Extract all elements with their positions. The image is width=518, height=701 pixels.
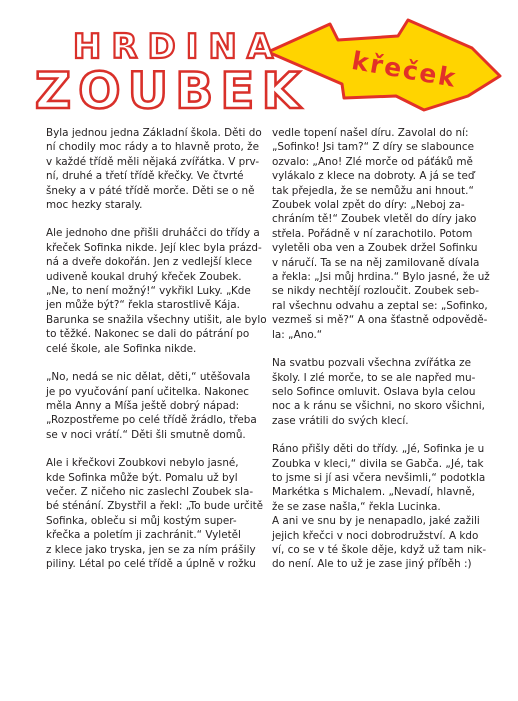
title-top-text: HRDINA (72, 27, 284, 67)
title-header (0, 0, 518, 118)
story-paragraph: vedle topení našel díru. Zavolal do ní: „Sofinko! Jsi tam?“ Z díry se slabounce ozvalo: „Ano! Zlé morče od páťáků mě vylákalo z klece na dobroty. A já se teď tak přejedla, že se nemůžu ani hnout.“ Zoubek volal zpět do díry: „Neboj za- chráním tě!“ Zoubek vletěl do díry jako střela. Pořádně v ní zarachotilo. Potom vyletěli oba ven a Zoubek držel Sofinku v náručí. Ta se na něj zamilovaně dívala a řekla: „Jsi můj hrdina.“ Bylo jasné, že už se nikdy nechtějí rozloučit. Zoubek seb- ral všechnu odvahu a zeptal se: „Sofinko, vezmeš si mě?“ A ona šťastně odpovědě- la: „Ano.“ (272, 127, 490, 341)
story-paragraph: Ale jednoho dne přišli druháčci do třídy a křeček Sofinka nikde. Její klec byla prázd- ná a dveře dokořán. Jen z vedlejší klece udiveně koukal druhý křeček Zoubek. „Ne, to není možný!“ vykřikl Luky. „Kde jen může být?“ řekla starostlivě Kája. Barunka se snažila všechny utišit, ale bylo to těžké. Nakonec se dali do pátrání po celé škole, ale Sofinka nikde. (46, 227, 267, 355)
story-paragraph: „No, nedá se nic dělat, děti,“ utěšovala je po vyučování paní učitelka. Nakonec měla Anny a Míša ještě dobrý nápad: „Rozpostřeme po celé třídě žrádlo, třeba se v noci vrátí.“ Děti šli smutně domů. (46, 371, 257, 441)
story-paragraph: Ráno přišly děti do třídy. „Jé, Sofinka je u Zoubka v kleci,“ divila se Gabča. „Jé, tak to jsme si jí asi včera nevšimli,“ podotkla Markétka s Michalem. „Nevadí, hlavně, že se zase našla,“ řekla Lucinka. A ani ve snu by je nenapadlo, jaké zažili jejich křečci v noci dobrodružství. A kdo ví, co se v té škole děje, když už tam nik- do není. Ale to už je zase jiný příběh :) (272, 443, 487, 571)
title-main-text: ZOUBEK (34, 62, 308, 118)
story-column-left (46, 126, 268, 585)
badge-text: křeček (349, 46, 460, 94)
story-paragraph: Na svatbu pozvali všechna zvířátka ze školy. I zlé morče, to se ale napřed mu- selo Sofince omluvit. Oslava byla celou noc a k ránu se všichni, no skoro všichni, zase vrátili do svých klecí. (272, 357, 485, 427)
story-paragraph: Byla jednou jedna Základní škola. Děti do ní chodily moc rády a to hlavně proto, že v každé třídě měli nějaká zvířátka. V prv- ní, druhé a třetí třídě křečky. Ve čtvrté šneky a v páté třídě morče. Děti se o ně moc hezky staraly. (46, 127, 262, 212)
story-paragraph: Ale i křečkovi Zoubkovi nebylo jasné, kde Sofinka může být. Pomalu už byl večer. Z ničeho nic zaslechl Zoubek sla- bé sténání. Zbystřil a řekl: „To bude určitě Sofinka, obleču si můj kostým super- křečka a poletím ji zachránit.“ Vyletěl z klece jako tryska, jen se za ním prášily piliny. Létal po celé třídě a úplně v rožku (46, 457, 264, 570)
story-column-right (272, 126, 494, 586)
